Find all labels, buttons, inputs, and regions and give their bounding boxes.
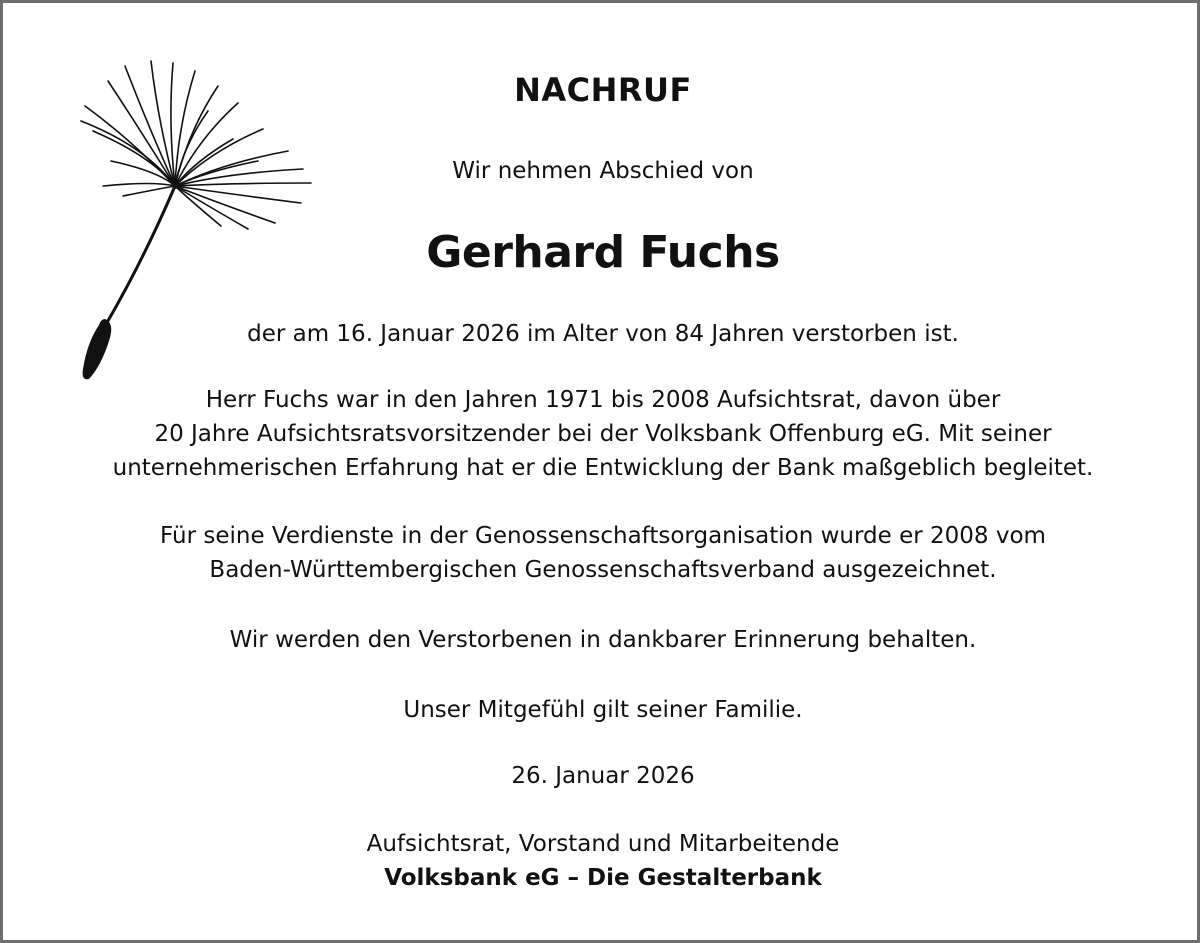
- condolence-line: Unser Mitgefühl gilt seiner Familie.: [403, 697, 803, 723]
- paragraph-1-line-1: Herr Fuchs war in den Jahren 1971 bis 2008 Aufsichtsrat, davon über: [205, 387, 1001, 413]
- deceased-name: Gerhard Fuchs: [426, 227, 780, 278]
- signature-line: Aufsichtsrat, Vorstand und Mitarbeitende: [366, 831, 840, 857]
- paragraph-2-line-2: Baden-Württembergischen Genossenschaftsverband ausgezeichnet.: [209, 557, 997, 583]
- notice-heading: NACHRUF: [514, 71, 692, 109]
- remembrance-line: Wir werden den Verstorbenen in dankbarer Erinnerung behalten.: [229, 627, 977, 653]
- paragraph-1-line-2: 20 Jahre Aufsichtsratsvorsitzender bei der Volksbank Offenburg eG. Mit seiner: [154, 421, 1052, 447]
- signature-organization: Volksbank eG – Die Gestalterbank: [384, 865, 822, 891]
- notice-intro: Wir nehmen Abschied von: [452, 158, 754, 184]
- paragraph-1-line-3: unternehmerischen Erfahrung hat er die Entwicklung der Bank maßgeblich begleitet.: [112, 455, 1094, 481]
- death-line: der am 16. Januar 2026 im Alter von 84 Jahren verstorben ist.: [247, 321, 959, 347]
- paragraph-2-line-1: Für seine Verdienste in der Genossenschaftsorganisation wurde er 2008 vom: [160, 523, 1046, 549]
- notice-date: 26. Januar 2026: [511, 763, 695, 789]
